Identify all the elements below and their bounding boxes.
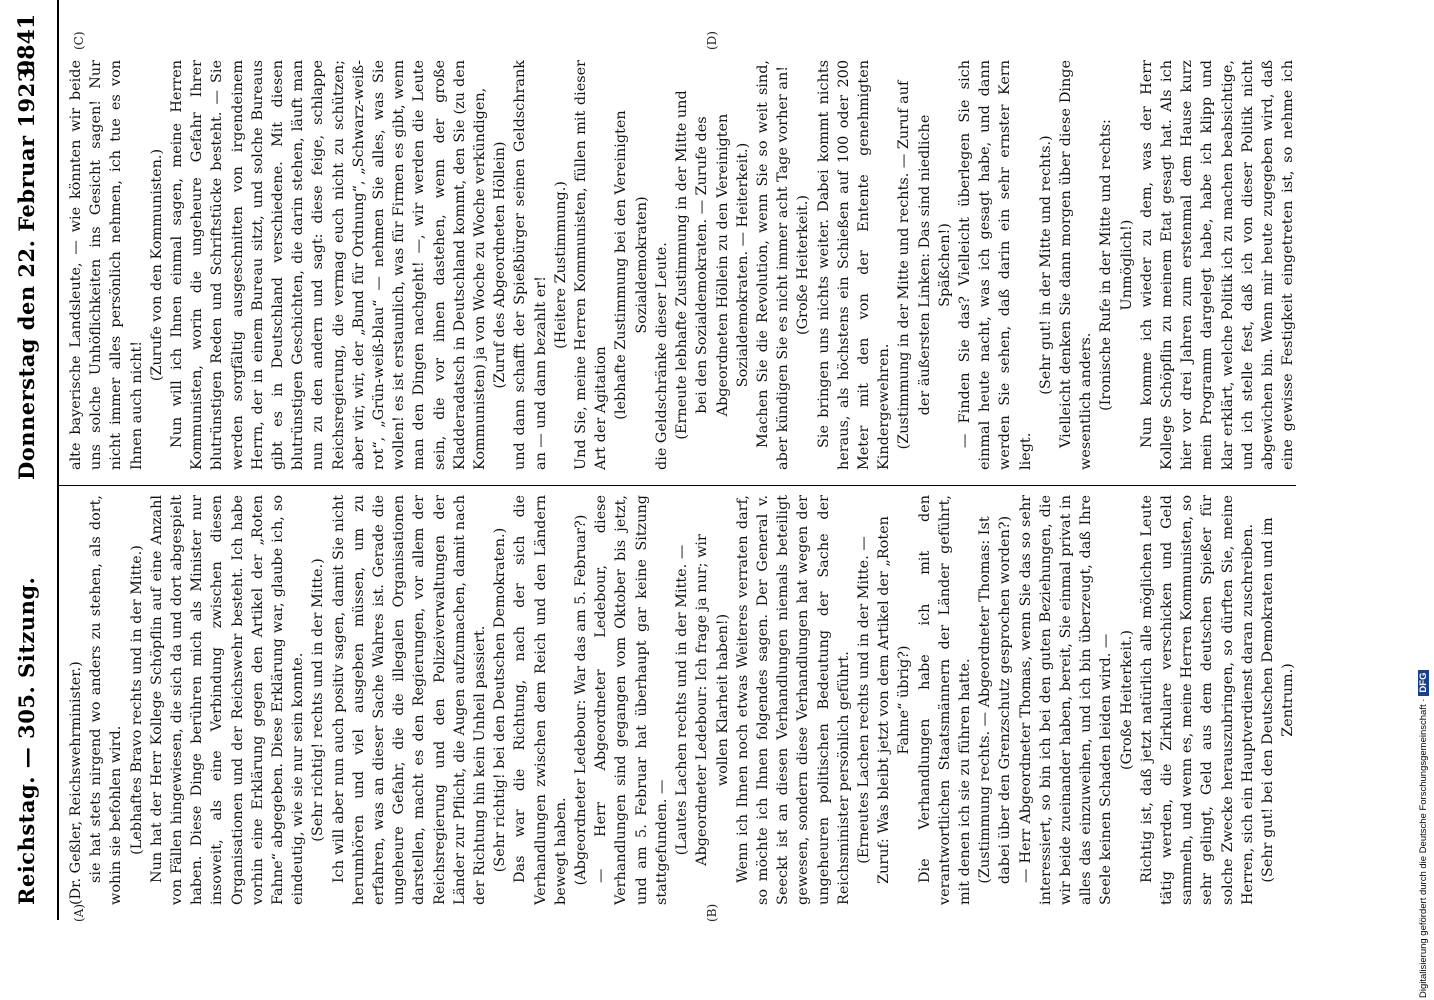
interjection: (Große Heiterkeit.) [795, 195, 812, 336]
paragraph: Ich will aber nun auch positiv sagen, damit Sie nicht herumhören und viel ausgeben müssen, um zu erfahren, was an dieser Sache Wahres ist. Gerade die ungeheure Gefahr, die die illegalen Organisationen darstellen, macht es den Regierungen, vor allem der Reichsregierung und den Polizeiverwaltungen der Länder zur Pflicht, die Augen aufzumachen, damit nach der Richtung hin kein Unheil passiert. [330, 495, 489, 905]
interjection: (Lebhaftes Bravo rechts und in der Mitte.) [128, 545, 145, 855]
interjection: (Heitere Zustimmung.) [552, 181, 569, 349]
interjection: (Zustimmung in der Mitte und rechts. — Zuruf auf der äußersten Linken: Das sind niedliche Späßchen!) [896, 80, 953, 450]
header-left: Reichstag. — 305. Sitzung. [14, 576, 39, 905]
margin-label-c: (C) [72, 31, 86, 50]
page-number: 9841 [14, 13, 40, 75]
left-column [66, 495, 1300, 905]
interjection: (Erneutes Lachen rechts und in der Mitte. — Zuruf: Was bleibt jetzt von dem Artikel der „Roten Fahne“ übrig?) [855, 516, 913, 884]
margin-label-a: (A) [72, 903, 86, 922]
paragraph: Und Sie, meine Herren Kommunisten, füllen mit dieser Art der Agitation [573, 60, 610, 470]
header-right: Donnerstag den 22. Februar 1923. [14, 59, 39, 480]
paragraph: und dann schafft der Spießbürger seinen Geldschrank an — und dann bezahlt er! [512, 60, 549, 470]
interjection: (Lautes Lachen rechts und in der Mitte. — Abgeordneter Ledebour: Ich frage ja nur; wir wollen Klarheit haben!) [674, 534, 731, 866]
paragraph: Sie bringen uns nichts weiter. Dabei kommt nichts heraus, als höchstens ein Schießen auf 100 oder 200 Meter mit den von der Entente genehmigten Kindergewehren. [815, 60, 893, 470]
interjection: (Große Heiterkeit.) [1118, 630, 1135, 771]
interjection: (Sehr gut! bei den Deutschen Demokraten und im Zentrum.) [1259, 517, 1297, 883]
paragraph: Vielleicht denken Sie dann morgen über diese Dinge wesentlich anders. [1057, 60, 1095, 470]
paragraph: (Dr. Geßler, Reichswehrminister.) [68, 661, 84, 905]
margin-label-d: (D) [705, 31, 719, 50]
paragraph: — Herr Abgeordneter Ledebour, diese Verhandlungen sind gegangen vom Oktober bis jetzt, und am 5. Februar hat überhaupt gar keine Sitzung stattgefunden. — [593, 495, 670, 905]
column-divider [58, 485, 1296, 486]
interjection: (Sehr richtig! rechts und in der Mitte.) [310, 558, 327, 842]
paragraph: Machen Sie die Revolution, wenn Sie so weit sind, aber kündigen Sie es nicht immer acht Tage vorher an! [754, 60, 792, 470]
paragraph: Richtig ist, daß jetzt natürlich alle möglichen Leute tätig werden, die Zirkulare verschicken und Geld sammeln, und wenn es, meine Herren Kommunisten, so sehr gelingt, Geld aus dem deutschen Spießer für solche Zwecke herauszubringen, so dürften Sie, meine Herren, sich ein Hauptverdienst daran zuschreiben. [1138, 495, 1256, 905]
header-rule [57, 0, 59, 920]
paragraph: die Geldschränke dieser Leute. [653, 242, 670, 470]
interjection: (Ironische Rufe in der Mitte und rechts: Unmöglich!) [1098, 119, 1135, 411]
paragraph: Nun hat der Herr Kollege Schöpflin auf eine Anzahl von Fällen hingewiesen, die sich da und dort abgespielt haben. Diese Dinge berühren mich als Minister nur insoweit, als eine Verbindung zwischen diesen Organisationen und der Reichswehr besteht. Ich habe vorhin eine Erklärung gegen den Artikel der „Roten Fahne“ abgegeben. Diese Erklärung war, glaube ich, so eindeutig, wie sie nur sein konnte. [148, 495, 307, 905]
right-column [66, 60, 1300, 470]
paragraph: alte bayerische Landsleute, — wie könnten wir beide uns solche Unhöflichkeiten ins Gesicht sagen! Nur nicht immer alles persönlich nehmen, ich tue es von Ihnen auch nicht! [68, 60, 145, 470]
interjection: (Zurufe von den Kommunisten.) [148, 148, 165, 382]
paragraph: Wenn ich Ihnen noch etwas Weiteres verraten darf, so möchte ich Ihnen folgendes sagen. Der General v. Seeckt ist an diesen Verhandlungen niemals beteiligt gewesen, sondern diese Verhandlungen hat wegen der ungeheuren politischen Bedeutung der Sache der Reichsminister persönlich geführt. [734, 495, 852, 905]
paragraph: Nun komme ich wieder zu dem, was der Herr Kollege Schöpflin zu meinem Etat gesagt hat. Als ich hier vor drei Jahren zum erstenmal dem Hause kurz mein Programm dargelegt habe, habe ich klipp und klar erklärt, welche Politik ich zu machen beabsichtige, und ich stelle fest, daß ich von dieser Politik nicht abgewichen bin. Wenn mir heute zugegeben wird, daß eine gewisse Festigkeit eingetreten ist, so nehme ich [1138, 60, 1297, 470]
paragraph: Nun will ich Ihnen einmal sagen, meine Herren Kommunisten, worin die ungeheure Gefahr Ihrer blutrünstigen Reden und Schriftstücke besteht. — Sie werden sorgfältig ausgeschnitten von irgendeinem Herrn, der in einem Bureau sitzt, und solche Bureaus gibt es in Deutschland verschiedene. Mit diesen blutrünstigen Geschichten, die darin stehen, läuft man nun zu den andern und sagt: diese feige, schlappe Reichsregierung, die vermag euch nicht zu schützen; aber wir, wir, der „Bund für Ordnung“, „Schwarz-weiß-rot“, „Grün-weiß-blau“ — nehmen Sie alles, was Sie wollen! es ist erstaunlich, was für Firmen es gibt, wenn man den Dingen nachgeht! —, wir werden die Leute sein, die vor ihnen dastehen, wenn der große Kladderadatsch in Deutschland kommt, den Sie (zu den Kommunisten) ja von Woche zu Woche verkündigen, [169, 60, 489, 470]
dfg-credit-footer [1418, 670, 1429, 998]
interjection: (Zustimmung rechts. — Abgeordneter Thomas: Ist dabei über den Grenzschutz gesprochen worden?) [977, 515, 1014, 885]
interjection: (Abgeordneter Ledebour: War das am 5. Februar?) [573, 514, 590, 886]
interjection: (lebhafte Zustimmung bei den Vereinigten Sozialdemokraten) [613, 110, 650, 420]
interjection: (Erneute lebhafte Zustimmung in der Mitte und bei den Sozialdemokraten. — Zurufe des Abgeordneten Höllein zu den Vereinigten Sozialdemokraten. — Heiterkeit.) [674, 90, 751, 440]
interjection: (Zuruf des Abgeordneten Höllein) [492, 141, 509, 389]
paragraph: — Herr Abgeordneter Thomas, wenn Sie das so sehr interessiert, so bin ich bei den guten Beziehungen, die wir beide zueinander haben, bereit, Sie einmal privat in alles das einzuweihen, und ich bin überzeugt, daß Ihre Seele keinen Schaden leiden wird. — [1017, 495, 1115, 905]
paragraph: sie hat stets nirgend wo anders zu stehen, als dort, wohin sie befohlen wird. [88, 495, 125, 905]
paragraph: — Finden Sie das? Vielleicht überlegen Sie sich einmal heute nacht, was ich gesagt habe, und dann werden Sie sehen, daß darin ein sehr ernster Kern liegt. [956, 60, 1034, 470]
paragraph [1298, 495, 1300, 905]
paragraph: Die Verhandlungen habe ich mit den verantwortlichen Staatsmännern der Länder geführt, mit denen ich sie zu führen hatte. [916, 495, 973, 905]
interjection: (Sehr richtig! bei den Deutschen Demokraten.) [492, 527, 509, 873]
interjection: (Sehr gut! in der Mitte und rechts.) [1037, 135, 1054, 395]
footer-text: Digitalisierung gefördert durch die Deutsche Forschungsgemeinschaft · [1418, 698, 1429, 998]
margin-label-b: (B) [705, 903, 719, 922]
dfg-logo: DFG [1418, 670, 1429, 696]
paragraph: Das war die Richtung, nach der sich die Verhandlungen zwischen dem Reich und den Ländern bewegt haben. [512, 495, 569, 905]
